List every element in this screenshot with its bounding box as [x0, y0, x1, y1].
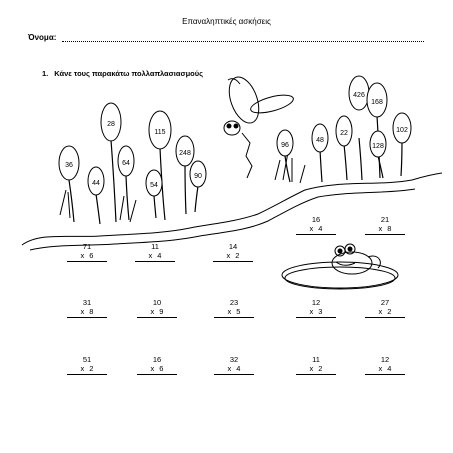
times-sign: x: [309, 364, 314, 373]
multiplier: 3: [318, 307, 323, 316]
multiplier-row: [213, 251, 253, 262]
cattail-number: 44: [92, 180, 100, 187]
multiplication-problem: [137, 355, 177, 375]
times-sign: x: [309, 307, 314, 316]
times-sign: x: [227, 364, 232, 373]
multiplier: 2: [387, 307, 392, 316]
multiplier: 5: [236, 307, 241, 316]
multiplier: 4: [387, 364, 392, 373]
worksheet-title: Επαναληπτικές ασκήσεις: [182, 17, 271, 26]
multiplicand: 16: [311, 215, 321, 224]
cattail-number: 54: [150, 182, 158, 189]
multiplicand: 12: [380, 355, 390, 364]
multiplication-problem: [137, 298, 177, 318]
multiplicand: 32: [229, 355, 239, 364]
multiplication-problem: [365, 355, 405, 375]
multiplier: 2: [318, 364, 323, 373]
cattail-number: 128: [372, 143, 384, 150]
multiplier-row: [365, 307, 405, 318]
times-sign: x: [148, 251, 153, 260]
multiplication-problem: [214, 298, 254, 318]
multiplier-row: [214, 364, 254, 375]
multiplier: 4: [318, 224, 323, 233]
times-sign: x: [226, 251, 231, 260]
times-sign: x: [378, 364, 383, 373]
multiplication-problem: [296, 215, 336, 235]
multiplier-row: [67, 307, 107, 318]
multiplicand: 23: [229, 298, 239, 307]
multiplication-problem: [365, 298, 405, 318]
multiplier-row: [135, 251, 175, 262]
exercise-number: 1.: [42, 69, 49, 78]
multiplier-row: [214, 307, 254, 318]
multiplicand: 14: [228, 242, 238, 251]
dragonfly: [224, 73, 295, 178]
multiplicand: 11: [312, 355, 320, 364]
cattail-number: 36: [65, 162, 73, 169]
times-sign: x: [80, 251, 85, 260]
multiplier: 8: [387, 224, 392, 233]
multiplier-row: [137, 364, 177, 375]
cattail-number: 96: [281, 142, 289, 149]
times-sign: x: [227, 307, 232, 316]
times-sign: x: [80, 364, 85, 373]
multiplication-problem: [67, 242, 107, 262]
multiplier: 8: [89, 307, 94, 316]
multiplier-row: [137, 307, 177, 318]
cattail-number: 28: [107, 121, 115, 128]
multiplier: 6: [159, 364, 164, 373]
multiplication-problem: [214, 355, 254, 375]
cattail-number: 248: [179, 150, 191, 157]
cattail-number: 115: [154, 129, 166, 136]
cattail-number: 22: [340, 130, 348, 137]
multiplicand: 16: [152, 355, 162, 364]
multiplication-problem: [67, 298, 107, 318]
times-sign: x: [150, 364, 155, 373]
multiplication-problem: [365, 215, 405, 235]
cattail-number: 102: [396, 127, 408, 134]
multiplicand: 31: [82, 298, 92, 307]
multiplier-row: [296, 307, 336, 318]
times-sign: x: [80, 307, 85, 316]
cattail-number: 426: [353, 92, 365, 99]
multiplier-row: [67, 364, 107, 375]
multiplicand: 11: [151, 242, 159, 251]
exercise-instruction: Κάνε τους παρακάτω πολλαπλασιασμούς: [54, 69, 204, 78]
times-sign: x: [378, 307, 383, 316]
multiplicand: 51: [82, 355, 92, 364]
multiplicand: 71: [82, 242, 92, 251]
multiplicand: 27: [380, 298, 390, 307]
multiplier-row: [67, 251, 107, 262]
name-label: Όνομα:: [28, 33, 57, 42]
multiplication-problem: [213, 242, 253, 262]
multiplication-problem: [67, 355, 107, 375]
multiplicand: 10: [152, 298, 162, 307]
multiplier: 4: [236, 364, 241, 373]
cattail-number: 168: [371, 99, 383, 106]
multiplier: 9: [159, 307, 164, 316]
times-sign: x: [309, 224, 314, 233]
multiplier-row: [365, 364, 405, 375]
multiplier: 2: [89, 364, 94, 373]
times-sign: x: [378, 224, 383, 233]
multiplier-row: [365, 224, 405, 235]
multiplicand: 21: [380, 215, 390, 224]
multiplicand: 12: [311, 298, 321, 307]
multiplication-problem: [296, 298, 336, 318]
multiplier: 6: [89, 251, 94, 260]
multiplier: 4: [157, 251, 162, 260]
cattail-number: 64: [122, 160, 130, 167]
lily-pad: [282, 262, 398, 288]
pond-shore-right: [30, 189, 415, 250]
multiplier-row: [296, 364, 336, 375]
multiplication-problem: [135, 242, 175, 262]
cattail-number: 90: [194, 173, 202, 180]
times-sign: x: [150, 307, 155, 316]
multiplier: 2: [235, 251, 240, 260]
multiplication-problem: [296, 355, 336, 375]
cattail-number: 48: [316, 137, 324, 144]
multiplier-row: [296, 224, 336, 235]
